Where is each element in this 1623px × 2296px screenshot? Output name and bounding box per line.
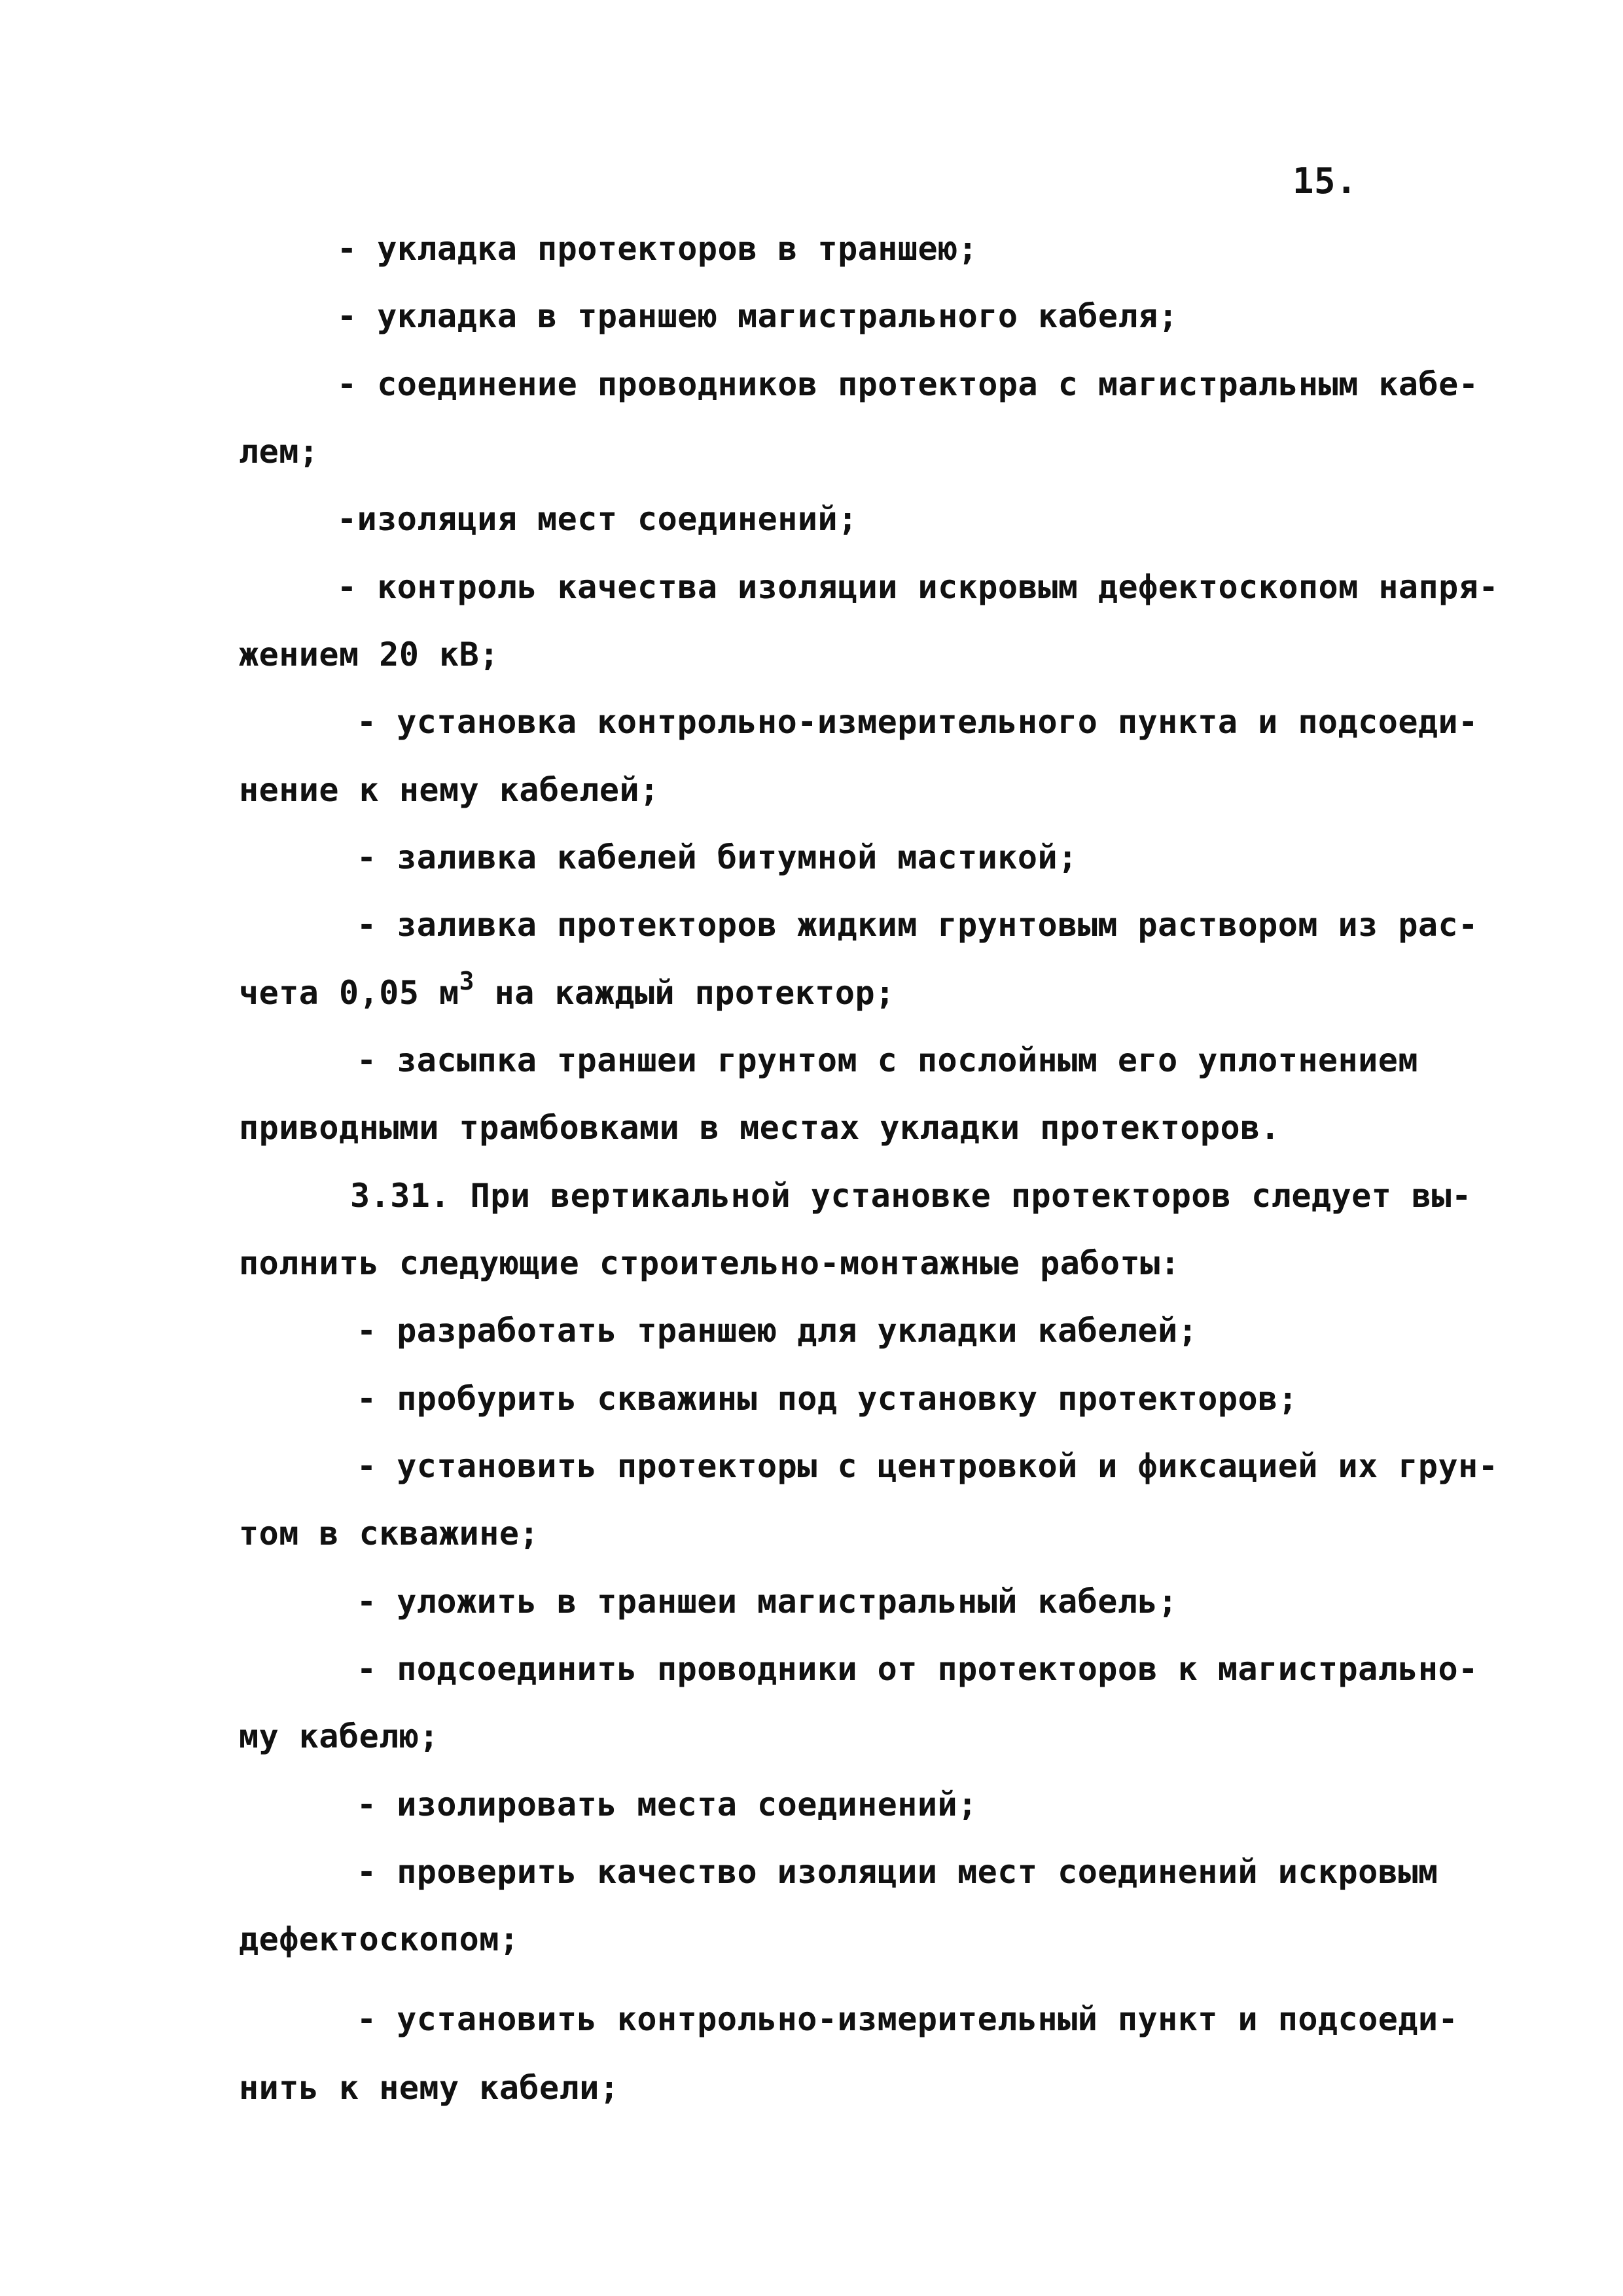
text-line: - установить протекторы с центровкой и фиксацией их грун- (357, 1447, 1499, 1485)
text-line-volume (239, 967, 895, 1012)
text-line: лем; (239, 433, 319, 471)
text-line: - заливка протекторов жидким грунтовым раствором из рас- (357, 906, 1478, 944)
text-line: - засыпка траншеи грунтом с послойным его уплотнением (357, 1041, 1418, 1079)
text-line: - заливка кабелей битумной мастикой; (357, 838, 1078, 876)
section-paragraph-start: 3.31. При вертикальной установке протекторов следует вы- (350, 1177, 1472, 1215)
text-line: -изоляция мест соединений; (337, 500, 858, 538)
text-line: приводными трамбовками в местах укладки протекторов. (239, 1109, 1281, 1147)
volume-superscript: 3 (459, 967, 475, 996)
text-line: - изолировать места соединений; (357, 1785, 978, 1823)
text-line: - проверить качество изоляции мест соединений искровым (357, 1853, 1438, 1891)
text-line: - соединение проводников протектора с магистральным кабе- (337, 365, 1479, 403)
text-line: - пробурить скважины под установку протекторов; (357, 1380, 1298, 1418)
text-line: - подсоединить проводники от протекторов к магистрально- (357, 1650, 1478, 1688)
text-line: - установка контрольно-измерительного пункта и подсоеди- (357, 703, 1478, 741)
page-number: 15. (1293, 160, 1358, 202)
text-line: - укладка протекторов в траншею; (337, 230, 978, 268)
text-line: - контроль качества изоляции искровым дефектоскопом напря- (337, 568, 1499, 606)
text-line: том в скважине; (239, 1515, 540, 1552)
volume-text-rest: на каждый протектор; (474, 974, 895, 1012)
text-line: нение к нему кабелей; (239, 771, 660, 809)
text-line: нить к нему кабели; (239, 2069, 620, 2107)
text-line: - укладка в траншею магистрального кабеля; (337, 297, 1179, 335)
text-line: полнить следующие строительно-монтажные работы: (239, 1244, 1181, 1282)
text-line: жением 20 кВ; (239, 636, 499, 673)
text-line: му кабелю; (239, 1717, 440, 1755)
text-line: - установить контрольно-измерительный пункт и подсоеди- (357, 2000, 1459, 2038)
volume-text: чета 0,05 м (239, 974, 459, 1012)
text-line: - разработать траншею для укладки кабелей; (357, 1312, 1198, 1350)
text-line: - уложить в траншеи магистральный кабель; (357, 1583, 1178, 1621)
text-line: дефектоскопом; (239, 1920, 520, 1958)
